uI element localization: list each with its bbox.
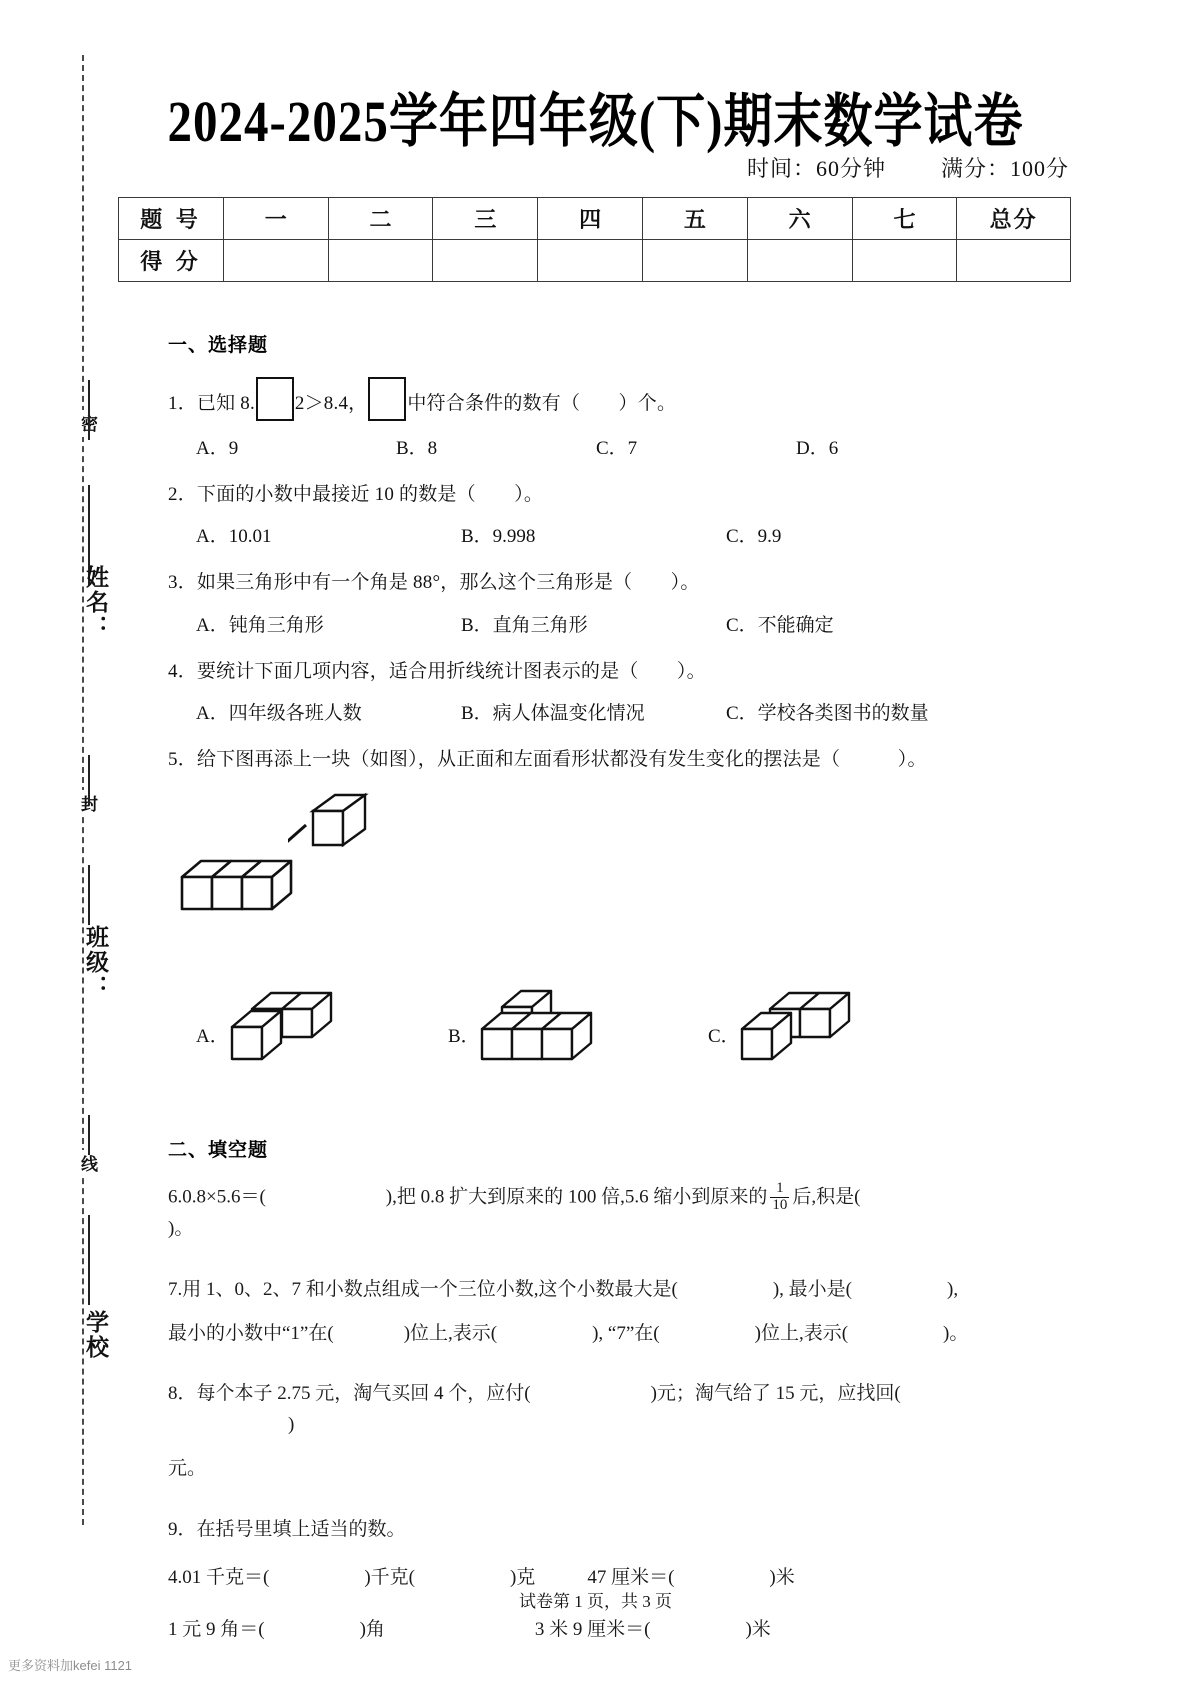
score-cell-3[interactable] (433, 240, 538, 282)
seal-char-feng: 封 (66, 790, 100, 817)
question-7-line-1 (168, 1275, 998, 1305)
option-5-c-letter[interactable]: C． (708, 1025, 740, 1047)
question-9-part-8: 3 米 9 厘米＝( (534, 1619, 651, 1641)
question-7-part-3: ), (947, 1278, 959, 1300)
page-title: 2024-2025学年四年级(下)期末数学试卷 (167, 88, 1024, 154)
question-9-part-6: 1 元 9 角＝( (168, 1619, 265, 1641)
question-1-text-b: 2＞8.4， (294, 393, 368, 414)
col-header-6: 六 (747, 198, 852, 240)
question-7-part-6: ), “7”在( (592, 1323, 660, 1345)
col-header-2: 二 (328, 198, 433, 240)
option-4-c[interactable]: C．学校各类图书的数量 (726, 703, 929, 725)
question-1-text-c: 中符合条件的数有（ ）个。 (407, 393, 677, 414)
section-1-heading: 一、选择题 (168, 335, 269, 356)
seal-label-class: 班级： (83, 925, 108, 1000)
question-9-part-2: )千克( (364, 1566, 415, 1588)
score-cell-5[interactable] (643, 240, 748, 282)
option-1-a[interactable]: A．9 (196, 438, 239, 459)
score-cell-1[interactable] (223, 240, 328, 282)
score-cell-7[interactable] (852, 240, 957, 282)
option-5-a-figure-icon[interactable] (230, 989, 430, 1075)
question-6 (168, 1179, 998, 1245)
question-9-part-9: )米 (745, 1619, 771, 1641)
question-8-part-1: 8．每个本子 2.75 元，淘气买回 4 个，应付( (168, 1383, 531, 1405)
answer-box-2[interactable] (368, 377, 406, 421)
question-5-figure (168, 783, 998, 983)
score-table (118, 197, 1071, 282)
question-2-options (196, 521, 998, 548)
question-2: 2．下面的小数中最接近 10 的数是（ ）。 (168, 484, 544, 505)
time-label: 时间：60分钟 (746, 156, 886, 181)
question-8-part-3: ) (288, 1413, 295, 1435)
question-9-part-3: )克 (509, 1566, 536, 1588)
col-header-7: 七 (852, 198, 957, 240)
option-3-b[interactable]: B．直角三角形 (461, 614, 588, 636)
seal-label-school: 学校 (83, 1310, 108, 1360)
question-8-part-2: )元；淘气给了 15 元，应找回( (650, 1383, 901, 1405)
seal-rule-top (88, 380, 90, 440)
question-9-part-1: 4.01 千克＝( (168, 1566, 270, 1588)
option-5-b-letter[interactable]: B． (448, 1025, 480, 1047)
option-2-a[interactable]: A．10.01 (196, 526, 272, 548)
base-solid-three-cubes-icon (174, 843, 434, 963)
seal-rule-4 (88, 1115, 90, 1155)
option-4-a[interactable]: A．四年级各班人数 (196, 703, 362, 725)
fraction-numerator: 1 (776, 1179, 784, 1196)
option-2-b[interactable]: B．9.998 (461, 526, 536, 548)
question-3-options (196, 610, 998, 637)
question-6-part-3: 后,积是( (792, 1186, 861, 1208)
row-label-score: 得 分 (119, 240, 224, 282)
question-8-line-2: 元。 (168, 1458, 207, 1480)
option-4-b[interactable]: B．病人体温变化情况 (461, 703, 645, 725)
question-5: 5．给下图再添上一块（如图），从正面和左面看形状都没有发生变化的摆法是（ ）。 (168, 749, 927, 771)
exam-meta (747, 152, 1069, 183)
question-4: 4．要统计下面几项内容，适合用折线统计图表示的是（ ）。 (168, 660, 706, 682)
question-1-text-a: 1．已知 8. (168, 393, 255, 414)
question-1 (168, 377, 998, 421)
question-8-line-1 (168, 1379, 998, 1440)
seal-rule-2 (88, 755, 90, 805)
question-7-part-5: )位上,表示( (403, 1323, 498, 1345)
score-cell-6[interactable] (747, 240, 852, 282)
page-footer: 试卷第 1 页，共 3 页 (519, 1592, 672, 1611)
question-7-part-1: 7.用 1、0、2、7 和小数点组成一个三位小数,这个小数最大是( (168, 1278, 678, 1300)
watermark-text: 更多资料加kefei 1121 (8, 1658, 133, 1673)
row-label-question-no: 题 号 (119, 198, 224, 240)
col-header-1: 一 (223, 198, 328, 240)
question-9-row-2 (168, 1615, 998, 1645)
table-row-question-numbers (119, 198, 1071, 240)
score-cell-4[interactable] (538, 240, 643, 282)
question-7-part-8: )。 (943, 1323, 969, 1345)
option-5-b-figure-icon[interactable] (480, 989, 680, 1075)
option-3-a[interactable]: A．钝角三角形 (196, 614, 324, 636)
seal-label-name: 姓名： (83, 565, 108, 640)
question-7-part-4: 最小的小数中“1”在( (168, 1323, 334, 1345)
option-5-c-figure-icon[interactable] (740, 989, 940, 1075)
question-6-part-1: 6.0.8×5.6＝( (168, 1186, 266, 1208)
fraction-denominator: 10 (772, 1196, 788, 1213)
question-4-options (196, 698, 998, 725)
table-row-scores (119, 240, 1071, 282)
option-5-a-letter[interactable]: A． (196, 1025, 229, 1047)
seal-rule-5 (88, 1215, 90, 1305)
option-2-c[interactable]: C．9.9 (726, 526, 782, 548)
question-9-part-5: )米 (769, 1566, 795, 1588)
question-7-line-2 (168, 1319, 998, 1349)
option-3-c[interactable]: C．不能确定 (726, 614, 834, 636)
score-cell-total[interactable] (957, 240, 1071, 282)
seal-rule-3 (88, 865, 90, 925)
option-1-c[interactable]: C．7 (596, 438, 638, 459)
question-9-part-4: 47 厘米＝( (587, 1566, 675, 1588)
question-3: 3．如果三角形中有一个角是 88°，那么这个三角形是（ ）。 (168, 572, 700, 594)
total-score-label: 满分：100分 (940, 156, 1069, 181)
exam-body (168, 330, 998, 1676)
col-header-3: 三 (433, 198, 538, 240)
col-header-4: 四 (538, 198, 643, 240)
col-header-5: 五 (643, 198, 748, 240)
score-cell-2[interactable] (328, 240, 433, 282)
answer-box-1[interactable] (256, 377, 294, 421)
question-6-part-4: )。 (168, 1218, 194, 1240)
fraction-one-tenth (770, 1181, 789, 1214)
question-9-part-7: )角 (359, 1619, 385, 1641)
seal-strip (60, 55, 106, 1525)
question-9: 9．在括号里填上适当的数。 (168, 1518, 406, 1540)
seal-char-mi: 密 (66, 410, 100, 437)
question-5-option-figures (168, 987, 998, 1077)
section-2-heading: 二、填空题 (168, 1139, 269, 1161)
question-7-part-2: ), 最小是( (772, 1278, 852, 1300)
col-header-total: 总分 (957, 198, 1071, 240)
question-7-part-7: )位上,表示( (754, 1323, 849, 1345)
question-6-part-2: ),把 0.8 扩大到原来的 100 倍,5.6 缩小到原来的 (385, 1186, 768, 1208)
option-1-b[interactable]: B．8 (396, 438, 438, 459)
question-1-options (196, 433, 998, 460)
option-1-d[interactable]: D．6 (796, 438, 839, 459)
seal-char-xian: 线 (66, 1150, 100, 1177)
